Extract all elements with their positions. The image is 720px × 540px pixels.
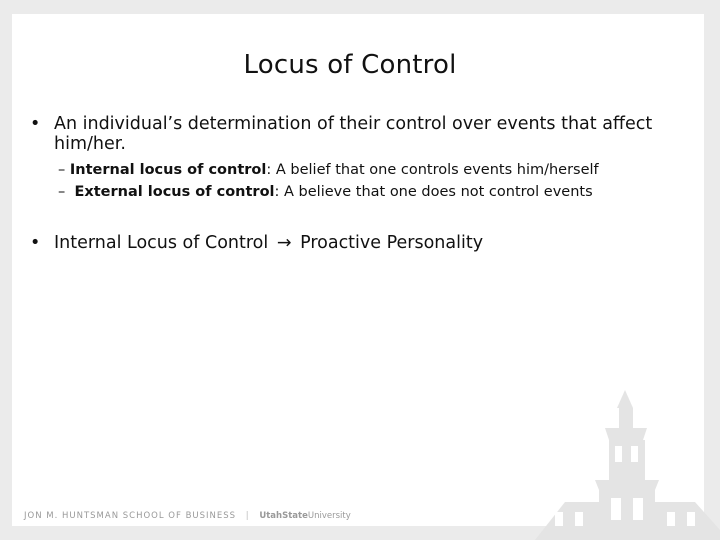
bullet-1-text: An individual’s determination of their control over events that affect him/her. — [54, 114, 653, 154]
school-name: JON M. HUNTSMAN SCHOOL OF BUSINESS — [24, 511, 237, 521]
footer-branding — [24, 511, 351, 521]
bullet-2 — [30, 233, 680, 253]
sub-bullet-internal — [58, 161, 599, 179]
bullet-1 — [30, 114, 680, 154]
university-logo-text — [259, 511, 350, 521]
bullet-2-result: Proactive Personality — [300, 233, 484, 253]
university-name-bold: UtahState — [259, 511, 308, 521]
term-colon: : — [266, 162, 272, 178]
bullet-marker: • — [30, 233, 41, 253]
bullet-2-lead: Internal Locus of Control — [54, 233, 269, 253]
term-colon: : — [274, 184, 280, 200]
slide-title: Locus of Control — [243, 50, 457, 80]
old-main-building-icon — [525, 390, 720, 540]
definition-internal: A belief that one controls events him/herself — [271, 162, 599, 178]
bullet-2-text — [30, 233, 680, 253]
sub-bullet-external — [58, 183, 593, 201]
term-internal: Internal locus of control — [69, 162, 267, 178]
bullet-marker: • — [30, 114, 41, 134]
term-external: External locus of control — [74, 184, 275, 200]
footer-separator: | — [245, 511, 250, 521]
right-arrow-icon: → — [276, 233, 292, 253]
definition-external: A believe that one does not control events — [279, 184, 593, 200]
university-name-regular: University — [307, 511, 351, 521]
sub-bullet-marker: – — [58, 184, 66, 200]
sub-bullet-marker: – — [58, 162, 66, 178]
